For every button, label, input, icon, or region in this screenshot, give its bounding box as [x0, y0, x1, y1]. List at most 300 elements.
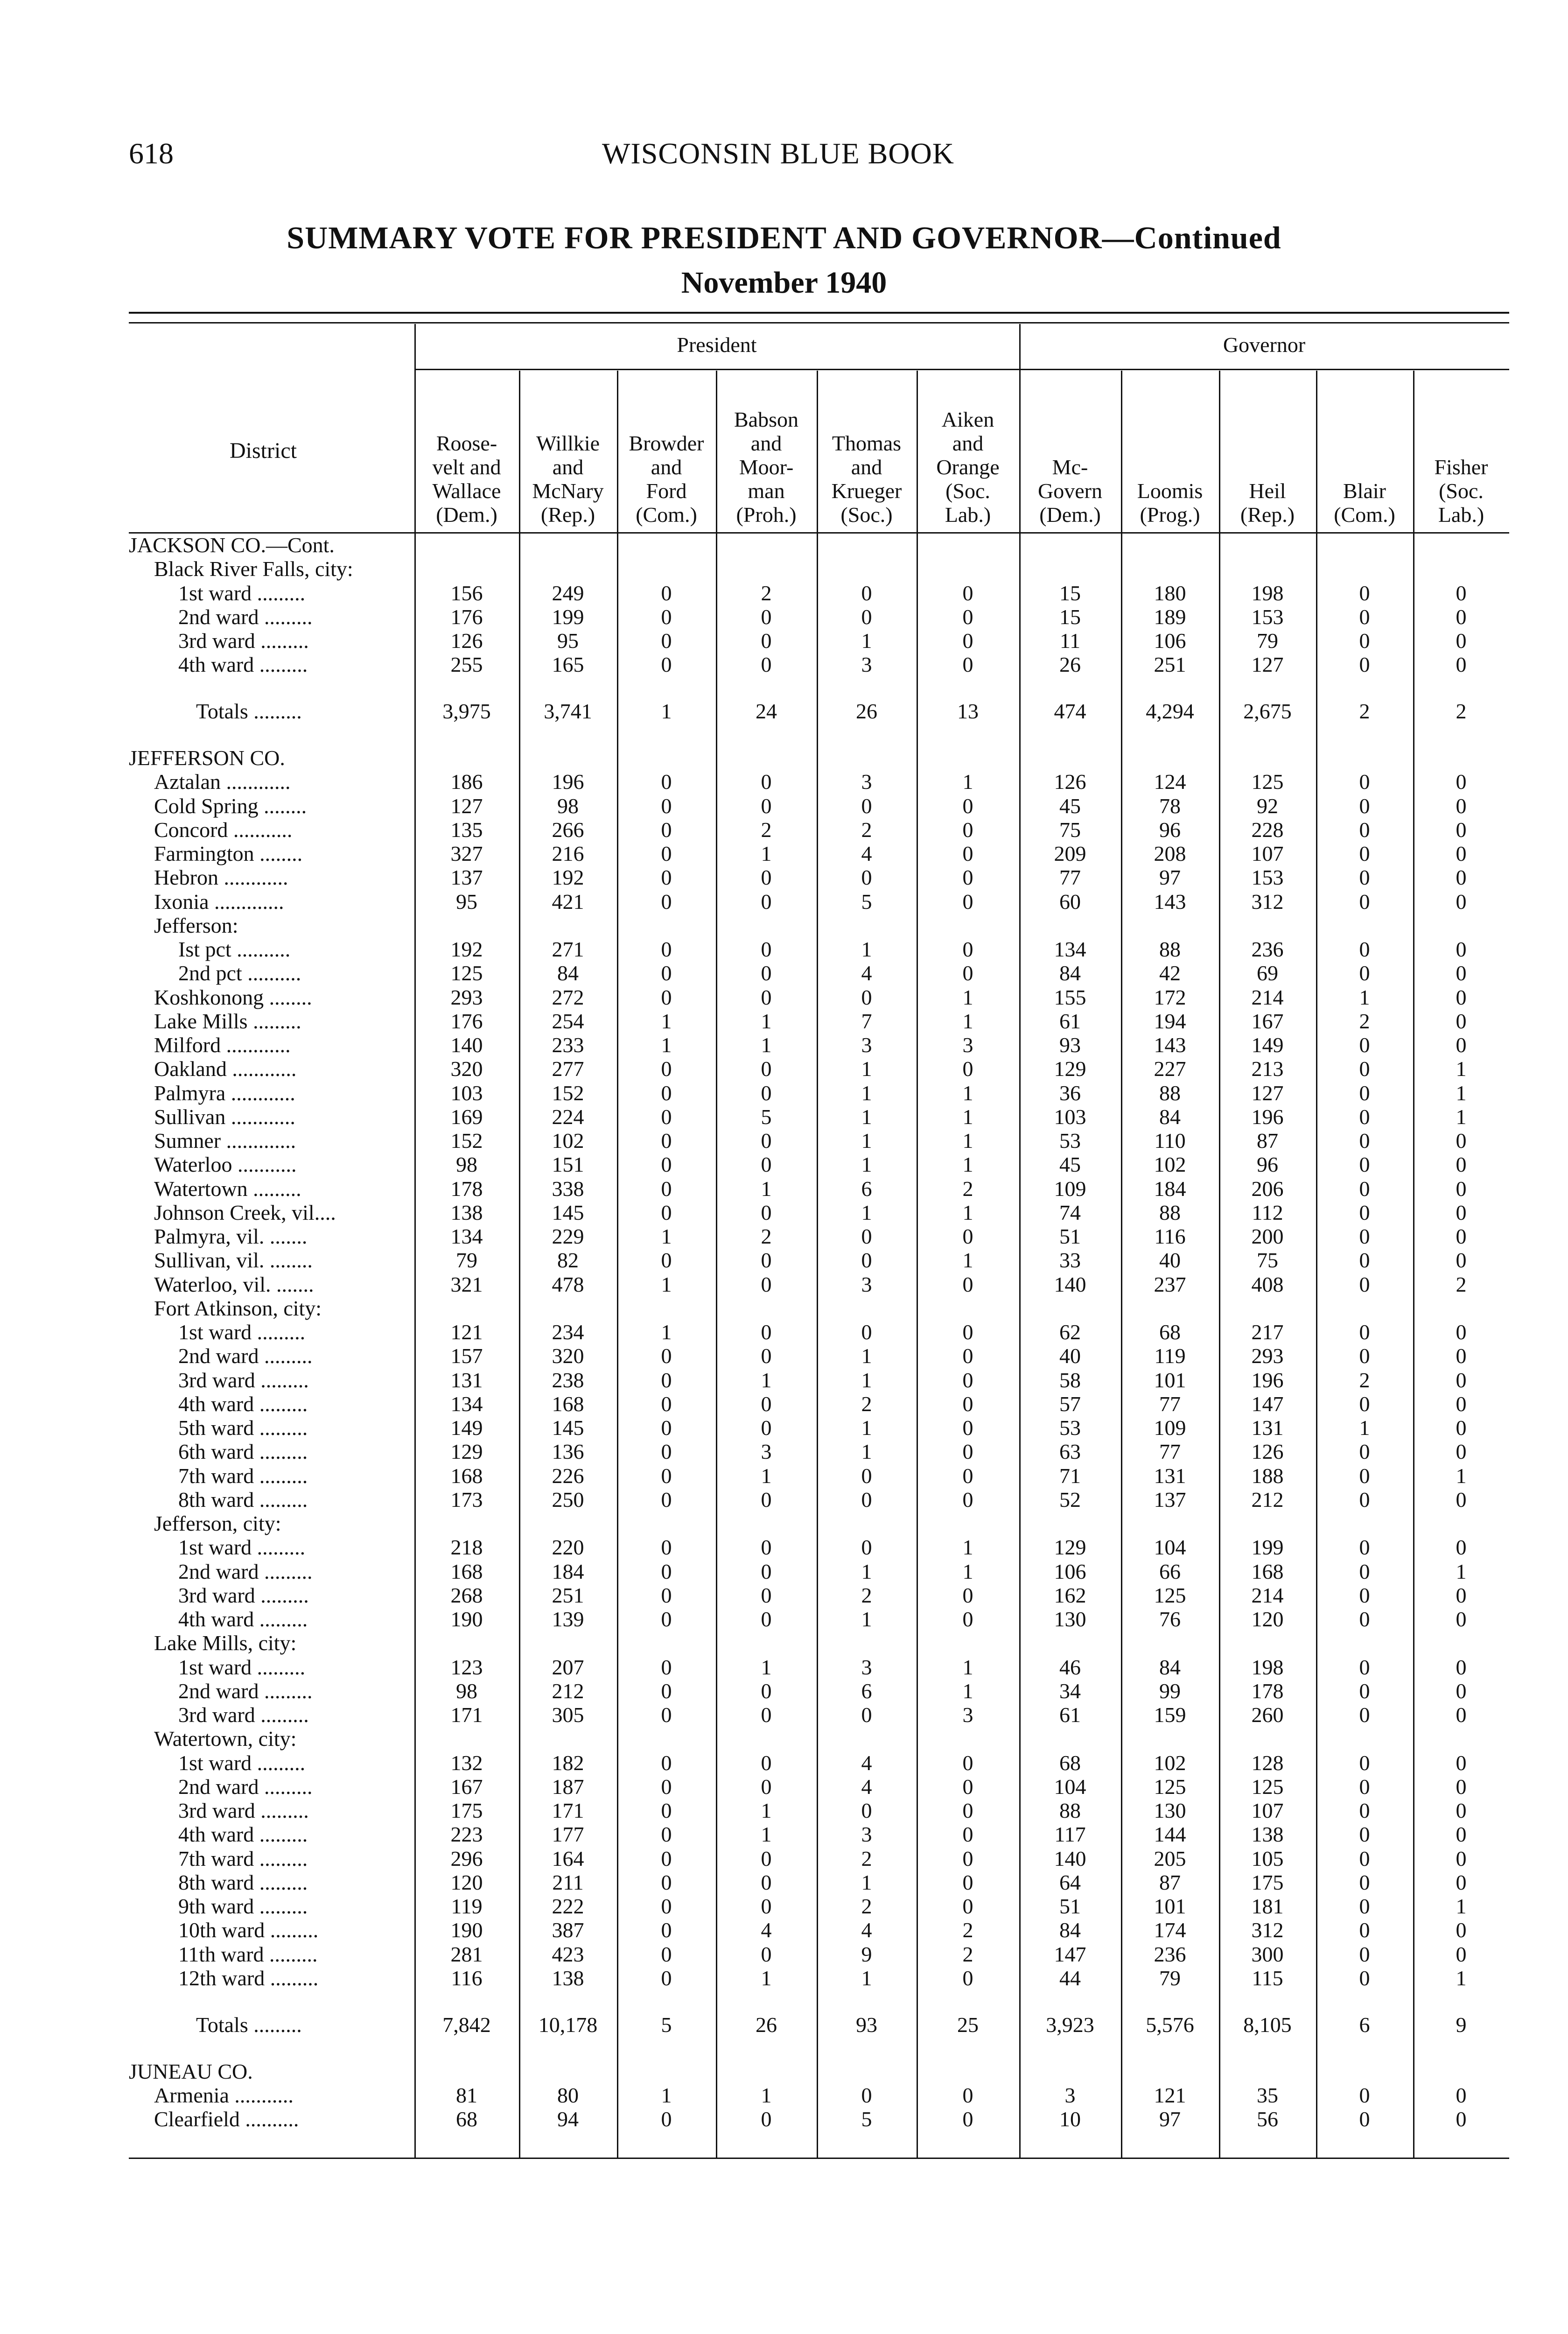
vote-cell: 9 [1456, 2013, 1467, 2037]
column-header-line: Fisher [1434, 455, 1488, 479]
vote-cell: 95 [456, 890, 477, 914]
vote-cell: 0 [661, 1177, 672, 1201]
vote-cell: 0 [661, 1655, 672, 1679]
vote-cell: 10 [1059, 2107, 1081, 2131]
vote-cell: 0 [661, 1416, 672, 1440]
vote-cell: 75 [1257, 1248, 1278, 1272]
vote-cell: 0 [761, 1344, 772, 1368]
vote-cell: 2 [861, 1894, 872, 1918]
vote-cell: 190 [450, 1607, 483, 1631]
vote-cell: 0 [1456, 770, 1467, 794]
vote-cell: 229 [552, 1224, 584, 1248]
vote-cell: 0 [1359, 1703, 1370, 1727]
vote-cell: 293 [450, 985, 483, 1009]
vote-cell: 0 [1456, 961, 1467, 985]
table-row [0, 1751, 1568, 1775]
vote-cell: 0 [1456, 1440, 1467, 1463]
vote-cell: 137 [1154, 1488, 1186, 1511]
vote-cell: 1 [761, 1368, 772, 1392]
vote-cell: 1 [962, 1201, 973, 1224]
vote-cell: 0 [661, 1368, 672, 1392]
table-row [0, 1368, 1568, 1392]
vote-cell: 78 [1159, 794, 1181, 818]
vote-cell: 192 [552, 865, 584, 889]
vote-cell: 209 [1054, 842, 1086, 865]
district-label: Black River Falls, city: [154, 557, 353, 581]
vote-cell: 0 [861, 1248, 872, 1272]
vote-cell: 134 [450, 1224, 483, 1248]
vote-cell: 0 [661, 961, 672, 985]
vote-cell: 0 [761, 1320, 772, 1344]
district-label: 2nd ward ......... [178, 605, 313, 629]
vote-cell: 124 [1154, 770, 1186, 794]
column-header-3 [617, 431, 716, 527]
district-label: 2nd pct .......... [178, 961, 301, 985]
vote-cell: 320 [552, 1344, 584, 1368]
vote-cell: 0 [661, 1129, 672, 1153]
vote-cell: 0 [1456, 1344, 1467, 1368]
vote-cell: 0 [661, 581, 672, 605]
table-row [0, 1344, 1568, 1368]
vote-cell: 0 [661, 1535, 672, 1559]
vote-cell: 0 [962, 1607, 973, 1631]
vote-cell: 208 [1154, 842, 1186, 865]
vote-cell: 149 [1251, 1033, 1284, 1057]
vote-cell: 0 [861, 1224, 872, 1248]
vote-cell: 0 [761, 794, 772, 818]
vote-cell: 138 [1251, 1822, 1284, 1846]
vote-cell: 0 [1359, 1057, 1370, 1081]
vote-cell: 0 [1359, 865, 1370, 889]
vote-cell: 6 [861, 1679, 872, 1703]
vote-cell: 206 [1251, 1177, 1284, 1201]
vote-cell: 1 [861, 1607, 872, 1631]
column-header-line: (Proh.) [736, 503, 797, 527]
vote-cell: 196 [1251, 1105, 1284, 1129]
district-label: Watertown, city: [154, 1727, 297, 1750]
district-label: Watertown ......... [154, 1177, 301, 1201]
vote-cell: 0 [761, 629, 772, 653]
vote-cell: 0 [962, 794, 973, 818]
vote-cell: 0 [761, 1416, 772, 1440]
vote-cell: 1 [761, 1822, 772, 1846]
vote-cell: 0 [661, 1464, 672, 1488]
vote-cell: 152 [552, 1081, 584, 1105]
district-label: Waterloo, vil. ....... [154, 1272, 314, 1296]
vote-cell: 1 [761, 1655, 772, 1679]
vote-cell: 189 [1154, 605, 1186, 629]
vote-cell: 53 [1059, 1416, 1081, 1440]
table-row [0, 1057, 1568, 1081]
vote-cell: 143 [1154, 1033, 1186, 1057]
column-header-2 [519, 431, 617, 527]
vote-cell: 2 [861, 1392, 872, 1416]
column-header-line: Ford [646, 479, 687, 503]
table-row [0, 794, 1568, 818]
table-row [0, 605, 1568, 629]
vote-cell: 0 [761, 653, 772, 676]
vote-cell: 92 [1257, 794, 1278, 818]
vote-cell: 0 [761, 1201, 772, 1224]
vote-cell: 0 [962, 1775, 973, 1799]
vote-cell: 0 [761, 1535, 772, 1559]
vote-cell: 0 [1359, 1344, 1370, 1368]
district-label: 6th ward ......... [178, 1440, 308, 1463]
vote-cell: 116 [1154, 1224, 1186, 1248]
vote-cell: 0 [1359, 2083, 1370, 2107]
vote-cell: 0 [761, 1679, 772, 1703]
vote-cell: 0 [962, 1894, 973, 1918]
column-header-line: (Soc. [1439, 479, 1484, 503]
vote-cell: 0 [1359, 1560, 1370, 1583]
vote-cell: 0 [1359, 1775, 1370, 1799]
vote-cell: 0 [761, 1703, 772, 1727]
vote-cell: 101 [1154, 1368, 1186, 1392]
vote-cell: 129 [1054, 1535, 1086, 1559]
table-row [0, 1966, 1568, 1990]
vote-cell: 64 [1059, 1870, 1081, 1894]
vote-cell: 140 [1054, 1847, 1086, 1870]
vote-cell: 266 [552, 818, 584, 842]
totals-row [0, 699, 1568, 723]
vote-cell: 77 [1159, 1392, 1181, 1416]
column-header-line: (Com.) [1334, 503, 1395, 527]
vote-cell: 84 [1159, 1655, 1181, 1679]
vote-cell: 2 [861, 1583, 872, 1607]
vote-cell: 1 [1456, 1081, 1467, 1105]
column-header-6 [917, 408, 1019, 527]
vote-cell: 0 [1456, 1488, 1467, 1511]
table-row [0, 629, 1568, 653]
table-row [0, 581, 1568, 605]
vote-cell: 0 [761, 1583, 772, 1607]
column-header-11 [1413, 455, 1509, 527]
vote-cell: 74 [1059, 1201, 1081, 1224]
vote-cell: 104 [1054, 1775, 1086, 1799]
vote-cell: 0 [661, 1703, 672, 1727]
vote-cell: 178 [450, 1177, 483, 1201]
vote-cell: 0 [962, 1488, 973, 1511]
vote-cell: 227 [1154, 1057, 1186, 1081]
district-label: Johnson Creek, vil.... [154, 1201, 336, 1224]
vote-cell: 125 [1154, 1583, 1186, 1607]
vote-cell: 2,675 [1243, 699, 1292, 723]
vote-cell: 109 [1154, 1416, 1186, 1440]
vote-cell: 0 [761, 1153, 772, 1176]
vote-cell: 1 [962, 1081, 973, 1105]
column-header-line: Orange [936, 455, 1000, 479]
vote-cell: 0 [1456, 985, 1467, 1009]
table-row [0, 1942, 1568, 1966]
table-row [0, 770, 1568, 794]
vote-cell: 0 [962, 1751, 973, 1775]
vote-cell: 0 [661, 1942, 672, 1966]
vote-cell: 76 [1159, 1607, 1181, 1631]
vote-cell: 236 [1154, 1942, 1186, 1966]
vote-cell: 77 [1059, 865, 1081, 889]
vote-cell: 0 [1359, 1248, 1370, 1272]
vote-cell: 119 [1154, 1344, 1186, 1368]
vote-cell: 194 [1154, 1009, 1186, 1033]
vote-cell: 0 [661, 629, 672, 653]
district-label: 9th ward ......... [178, 1894, 308, 1918]
vote-cell: 68 [1159, 1320, 1181, 1344]
vote-cell: 98 [456, 1679, 477, 1703]
vote-cell: 162 [1054, 1583, 1086, 1607]
vote-cell: 5 [861, 2107, 872, 2131]
district-label: JACKSON CO.—Cont. [129, 533, 335, 557]
vote-cell: 51 [1059, 1894, 1081, 1918]
district-label: 11th ward ......... [178, 1942, 318, 1966]
vote-cell: 0 [761, 937, 772, 961]
district-label: 5th ward ......... [178, 1416, 308, 1440]
vote-cell: 109 [1054, 1177, 1086, 1201]
vote-cell: 125 [1154, 1775, 1186, 1799]
vote-cell: 0 [761, 1894, 772, 1918]
county-heading-row [0, 746, 1568, 770]
vote-cell: 0 [761, 1775, 772, 1799]
vote-cell: 0 [661, 1583, 672, 1607]
vote-cell: 0 [962, 865, 973, 889]
district-label: 4th ward ......... [178, 1392, 308, 1416]
column-header-line: and [552, 455, 584, 479]
vote-cell: 51 [1059, 1224, 1081, 1248]
vote-cell: 0 [1359, 961, 1370, 985]
vote-cell: 79 [1159, 1966, 1181, 1990]
vote-cell: 3 [861, 770, 872, 794]
vote-cell: 0 [761, 961, 772, 985]
vote-cell: 0 [1359, 1942, 1370, 1966]
vote-cell: 408 [1251, 1272, 1284, 1296]
district-label: Armenia ........... [154, 2083, 294, 2107]
district-label: 2nd ward ......... [178, 1775, 313, 1799]
vote-cell: 0 [1359, 1081, 1370, 1105]
vote-cell: 138 [450, 1201, 483, 1224]
vote-cell: 82 [557, 1248, 579, 1272]
vote-cell: 26 [756, 2013, 777, 2037]
vote-cell: 0 [962, 937, 973, 961]
vote-cell: 236 [1251, 937, 1284, 961]
vote-cell: 300 [1251, 1942, 1284, 1966]
table-row [0, 865, 1568, 889]
vote-cell: 174 [1154, 1918, 1186, 1942]
vote-cell: 2 [761, 1224, 772, 1248]
vote-cell: 0 [1359, 1966, 1370, 1990]
vote-cell: 0 [962, 1416, 973, 1440]
vote-cell: 250 [552, 1488, 584, 1511]
vote-cell: 224 [552, 1105, 584, 1129]
vote-cell: 260 [1251, 1703, 1284, 1727]
vote-cell: 36 [1059, 1081, 1081, 1105]
vote-cell: 159 [1154, 1703, 1186, 1727]
vote-cell: 61 [1059, 1703, 1081, 1727]
vote-cell: 138 [552, 1966, 584, 1990]
vote-cell: 1 [1456, 1057, 1467, 1081]
vote-cell: 180 [1154, 581, 1186, 605]
vote-cell: 254 [552, 1009, 584, 1033]
vote-cell: 213 [1251, 1057, 1284, 1081]
vote-cell: 10,178 [538, 2013, 598, 2037]
vote-cell: 423 [552, 1942, 584, 1966]
column-header-line: (Rep.) [540, 503, 595, 527]
vote-cell: 167 [1251, 1009, 1284, 1033]
district-label: 3rd ward ......... [178, 1583, 309, 1607]
vote-cell: 3 [962, 1703, 973, 1727]
vote-cell: 101 [1154, 1894, 1186, 1918]
district-label: Concord ........... [154, 818, 293, 842]
vote-cell: 79 [456, 1248, 477, 1272]
vote-cell: 0 [761, 1081, 772, 1105]
vote-cell: 2 [1359, 699, 1370, 723]
vote-cell: 1 [661, 1272, 672, 1296]
vote-cell: 1 [861, 1129, 872, 1153]
vote-cell: 0 [1456, 1177, 1467, 1201]
vote-cell: 2 [1456, 699, 1467, 723]
vote-cell: 176 [450, 1009, 483, 1033]
vote-cell: 0 [1456, 605, 1467, 629]
column-header-line: (Prog.) [1140, 503, 1200, 527]
column-header-line: and [851, 455, 882, 479]
column-header-line: Aiken [941, 408, 994, 431]
vote-cell: 4 [861, 842, 872, 865]
table-row [0, 653, 1568, 676]
vote-cell: 144 [1154, 1822, 1186, 1846]
vote-cell: 1 [962, 1560, 973, 1583]
table-row [0, 1320, 1568, 1344]
vote-cell: 0 [1456, 1320, 1467, 1344]
page-title: SUMMARY VOTE FOR PRESIDENT AND GOVERNOR—Continued [287, 220, 1281, 255]
column-header-line: (Dem.) [436, 503, 497, 527]
vote-cell: 1 [861, 1966, 872, 1990]
vote-cell: 102 [1154, 1153, 1186, 1176]
table-row [0, 1440, 1568, 1463]
vote-cell: 147 [1054, 1942, 1086, 1966]
district-label: Aztalan ............ [154, 770, 291, 794]
vote-cell: 1 [1359, 1416, 1370, 1440]
vote-cell: 120 [1251, 1607, 1284, 1631]
vote-cell: 0 [861, 1320, 872, 1344]
vote-cell: 0 [962, 842, 973, 865]
vote-cell: 421 [552, 890, 584, 914]
vote-cell: 176 [450, 605, 483, 629]
district-label: 7th ward ......... [178, 1847, 308, 1870]
vote-cell: 0 [1456, 1248, 1467, 1272]
vote-cell: 84 [1159, 1105, 1181, 1129]
vote-cell: 1 [962, 1655, 973, 1679]
district-label: 3rd ward ......... [178, 629, 309, 653]
vote-cell: 1 [962, 1679, 973, 1703]
vote-cell: 0 [1456, 1799, 1467, 1822]
vote-cell: 0 [1456, 1416, 1467, 1440]
vote-cell: 0 [1359, 770, 1370, 794]
vote-cell: 0 [1359, 1894, 1370, 1918]
vote-cell: 0 [761, 1488, 772, 1511]
table-row [0, 2107, 1568, 2131]
table-row [0, 1105, 1568, 1129]
vote-cell: 106 [1154, 629, 1186, 653]
municipality-heading-row [0, 914, 1568, 937]
vote-cell: 0 [1359, 1583, 1370, 1607]
district-label: 2nd ward ......... [178, 1679, 313, 1703]
vote-cell: 175 [450, 1799, 483, 1822]
table-row [0, 1081, 1568, 1105]
municipality-heading-row [0, 1727, 1568, 1750]
vote-cell: 1 [1456, 1966, 1467, 1990]
vote-cell: 75 [1059, 818, 1081, 842]
vote-cell: 5 [861, 890, 872, 914]
column-header-line: Blair [1343, 479, 1386, 503]
column-header-line: Krueger [831, 479, 902, 503]
district-label: Totals ......... [196, 2013, 302, 2037]
table-row [0, 1799, 1568, 1822]
vote-cell: 0 [1456, 842, 1467, 865]
vote-cell: 116 [451, 1966, 483, 1990]
column-header-line: Thomas [832, 431, 902, 455]
district-label: Farmington ........ [154, 842, 303, 865]
column-header-line: (Soc.) [840, 503, 893, 527]
vote-cell: 0 [1359, 1153, 1370, 1176]
vote-cell: 0 [962, 629, 973, 653]
vote-cell: 125 [1251, 770, 1284, 794]
district-label: 1st ward ......... [178, 1535, 306, 1559]
vote-cell: 228 [1251, 818, 1284, 842]
vote-cell: 1 [761, 842, 772, 865]
vote-cell: 182 [552, 1751, 584, 1775]
vote-cell: 0 [661, 937, 672, 961]
vote-cell: 0 [1456, 1942, 1467, 1966]
vote-cell: 0 [761, 1751, 772, 1775]
vote-cell: 0 [1456, 1392, 1467, 1416]
vote-cell: 293 [1251, 1344, 1284, 1368]
vote-cell: 0 [661, 1966, 672, 1990]
district-label: Oakland ............ [154, 1057, 297, 1081]
vote-cell: 153 [1251, 865, 1284, 889]
vote-cell: 80 [557, 2083, 579, 2107]
vote-cell: 233 [552, 1033, 584, 1057]
column-header-line: Moor- [739, 455, 794, 479]
table-row [0, 1703, 1568, 1727]
vote-cell: 0 [761, 2107, 772, 2131]
table-row [0, 1488, 1568, 1511]
vote-cell: 0 [1456, 818, 1467, 842]
district-label: JEFFERSON CO. [129, 746, 285, 770]
vote-cell: 156 [450, 581, 483, 605]
vote-cell: 172 [1154, 985, 1186, 1009]
vote-cell: 214 [1251, 985, 1284, 1009]
table-row [0, 1679, 1568, 1703]
vote-cell: 226 [552, 1464, 584, 1488]
vote-cell: 152 [450, 1129, 483, 1153]
column-header-line: (Rep.) [1240, 503, 1295, 527]
column-header-4 [716, 408, 817, 527]
vote-cell: 0 [661, 1775, 672, 1799]
vote-cell: 1 [861, 1368, 872, 1392]
vote-cell: 127 [1251, 653, 1284, 676]
column-header-line: Willkie [536, 431, 600, 455]
vote-cell: 0 [661, 1392, 672, 1416]
vote-cell: 45 [1059, 1153, 1081, 1176]
vote-cell: 93 [1059, 1033, 1081, 1057]
vote-cell: 0 [1359, 890, 1370, 914]
vote-cell: 69 [1257, 961, 1278, 985]
vote-cell: 4,294 [1146, 699, 1194, 723]
vote-cell: 0 [661, 1057, 672, 1081]
vote-cell: 1 [962, 1009, 973, 1033]
vote-cell: 3,975 [442, 699, 491, 723]
table-row [0, 1583, 1568, 1607]
table-row [0, 1153, 1568, 1176]
vote-cell: 0 [761, 1560, 772, 1583]
